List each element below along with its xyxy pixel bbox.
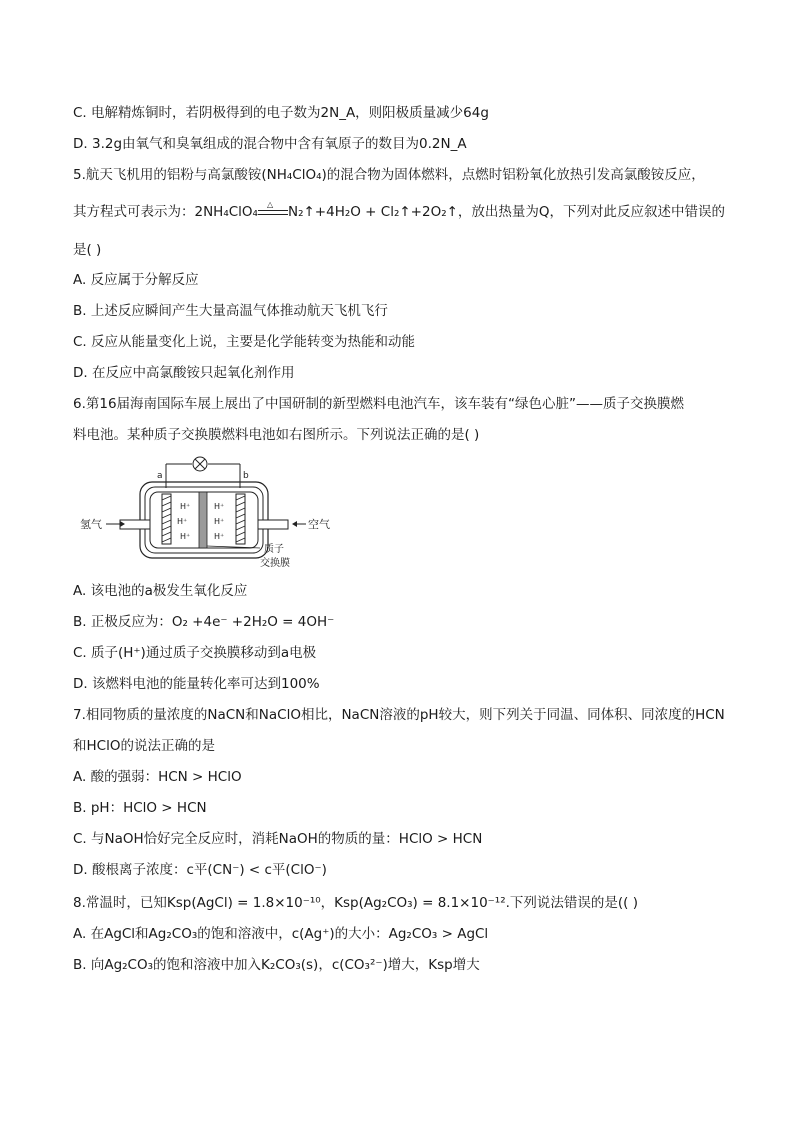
q5-equation-left: 其方程式可表示为：2NH₄ClO₄ — [73, 204, 258, 220]
electrode-b — [236, 494, 245, 544]
membrane-label-1: 质子 — [264, 544, 284, 555]
electrode-a-label: a — [157, 471, 163, 481]
q6-stem-line1: 6.第16届海南国际车展上展出了中国研制的新型燃料电池汽车，该车装有“绿色心脏”——质子交换膜燃 — [73, 396, 685, 412]
q6-option-d: D. 该燃料电池的能量转化率可达到100% — [73, 676, 320, 692]
q6-option-c: C. 质子(H⁺)通过质子交换膜移动到a电极 — [73, 645, 317, 661]
ion-label: H⁺ — [177, 517, 188, 526]
ion-label: H⁺ — [214, 502, 225, 511]
q8-stem: 8.常温时，已知Ksp(AgCl) = 1.8×10⁻¹⁰，Ksp(Ag₂CO₃) = 8.1×10⁻¹².下列说法错误的是(( ) — [73, 895, 639, 911]
q5-stem-line2 — [73, 202, 725, 222]
air-arrowhead — [292, 521, 297, 527]
ion-label: H⁺ — [180, 532, 191, 541]
air-label: 空气 — [308, 518, 330, 531]
inlet-pipe-left — [120, 520, 150, 529]
q6-stem-line2: 料电池。某种质子交换膜燃料电池如右图所示。下列说法正确的是( ) — [73, 427, 480, 443]
q5-option-a: A. 反应属于分解反应 — [73, 272, 199, 288]
membrane-label-2: 交换膜 — [260, 558, 290, 569]
ion-label: H⁺ — [214, 517, 225, 526]
q7-option-a: A. 酸的强弱：HCN > HClO — [73, 769, 242, 785]
inlet-pipe-right — [258, 520, 288, 529]
hydrogen-label: 氢气 — [80, 518, 102, 531]
q4-option-d: D. 3.2g由氧气和臭氧组成的混合物中含有氧原子的数目为0.2N_A — [73, 136, 467, 152]
electrode-b-label: b — [243, 471, 249, 481]
q5-equation-right: N₂↑+4H₂O + Cl₂↑+2O₂↑，放出热量为Q，下列对此反应叙述中错误的 — [287, 204, 726, 220]
ion-label: H⁺ — [214, 532, 225, 541]
q7-option-d: D. 酸根离子浓度：c平(CN⁻) < c平(ClO⁻) — [73, 862, 327, 878]
proton-exchange-membrane — [199, 492, 207, 548]
q7-stem-line2: 和HClO的说法正确的是 — [73, 738, 215, 754]
q5-stem-line3: 是( ) — [73, 242, 102, 258]
q7-option-c: C. 与NaOH恰好完全反应时，消耗NaOH的物质的量：HClO > HCN — [73, 831, 483, 847]
q7-stem-line1: 7.相同物质的量浓度的NaCN和NaClO相比，NaCN溶液的pH较大，则下列关于同温、同体积、同浓度的HCN — [73, 707, 725, 723]
q7-option-b: B. pH：HClO > HCN — [73, 800, 207, 816]
q5-equation-arrow — [258, 200, 288, 219]
q6-option-b: B. 正极反应为：O₂ +4e⁻ +2H₂O = 4OH⁻ — [73, 614, 335, 630]
q5-option-b: B. 上述反应瞬间产生大量高温气体推动航天飞机飞行 — [73, 303, 388, 319]
ion-label: H⁺ — [180, 502, 191, 511]
q5-option-c: C. 反应从能量变化上说，主要是化学能转变为热能和动能 — [73, 334, 416, 350]
electrode-a — [162, 494, 171, 544]
q5-option-d: D. 在反应中高氯酸铵只起氧化剂作用 — [73, 365, 295, 381]
heat-symbol: △ — [266, 200, 274, 209]
q8-option-a: A. 在AgCl和Ag₂CO₃的饱和溶液中，c(Ag⁺)的大小：Ag₂CO₃ > AgCl — [73, 926, 489, 942]
q8-option-b: B. 向Ag₂CO₃的饱和溶液中加入K₂CO₃(s)，c(CO₃²⁻)增大，Ksp增大 — [73, 957, 480, 973]
q4-option-c: C. 电解精炼铜时，若阴极得到的电子数为2N_A，则阳极质量减少64g — [73, 105, 489, 121]
q6-option-a: A. 该电池的a极发生氧化反应 — [73, 583, 248, 599]
equals-bars — [258, 210, 288, 215]
fuel-cell-diagram — [78, 456, 338, 574]
q5-stem-line1: 5.航天飞机用的铝粉与高氯酸铵(NH₄ClO₄)的混合物为固体燃料，点燃时铝粉氧化放热引发高氯酸铵反应， — [73, 167, 705, 183]
